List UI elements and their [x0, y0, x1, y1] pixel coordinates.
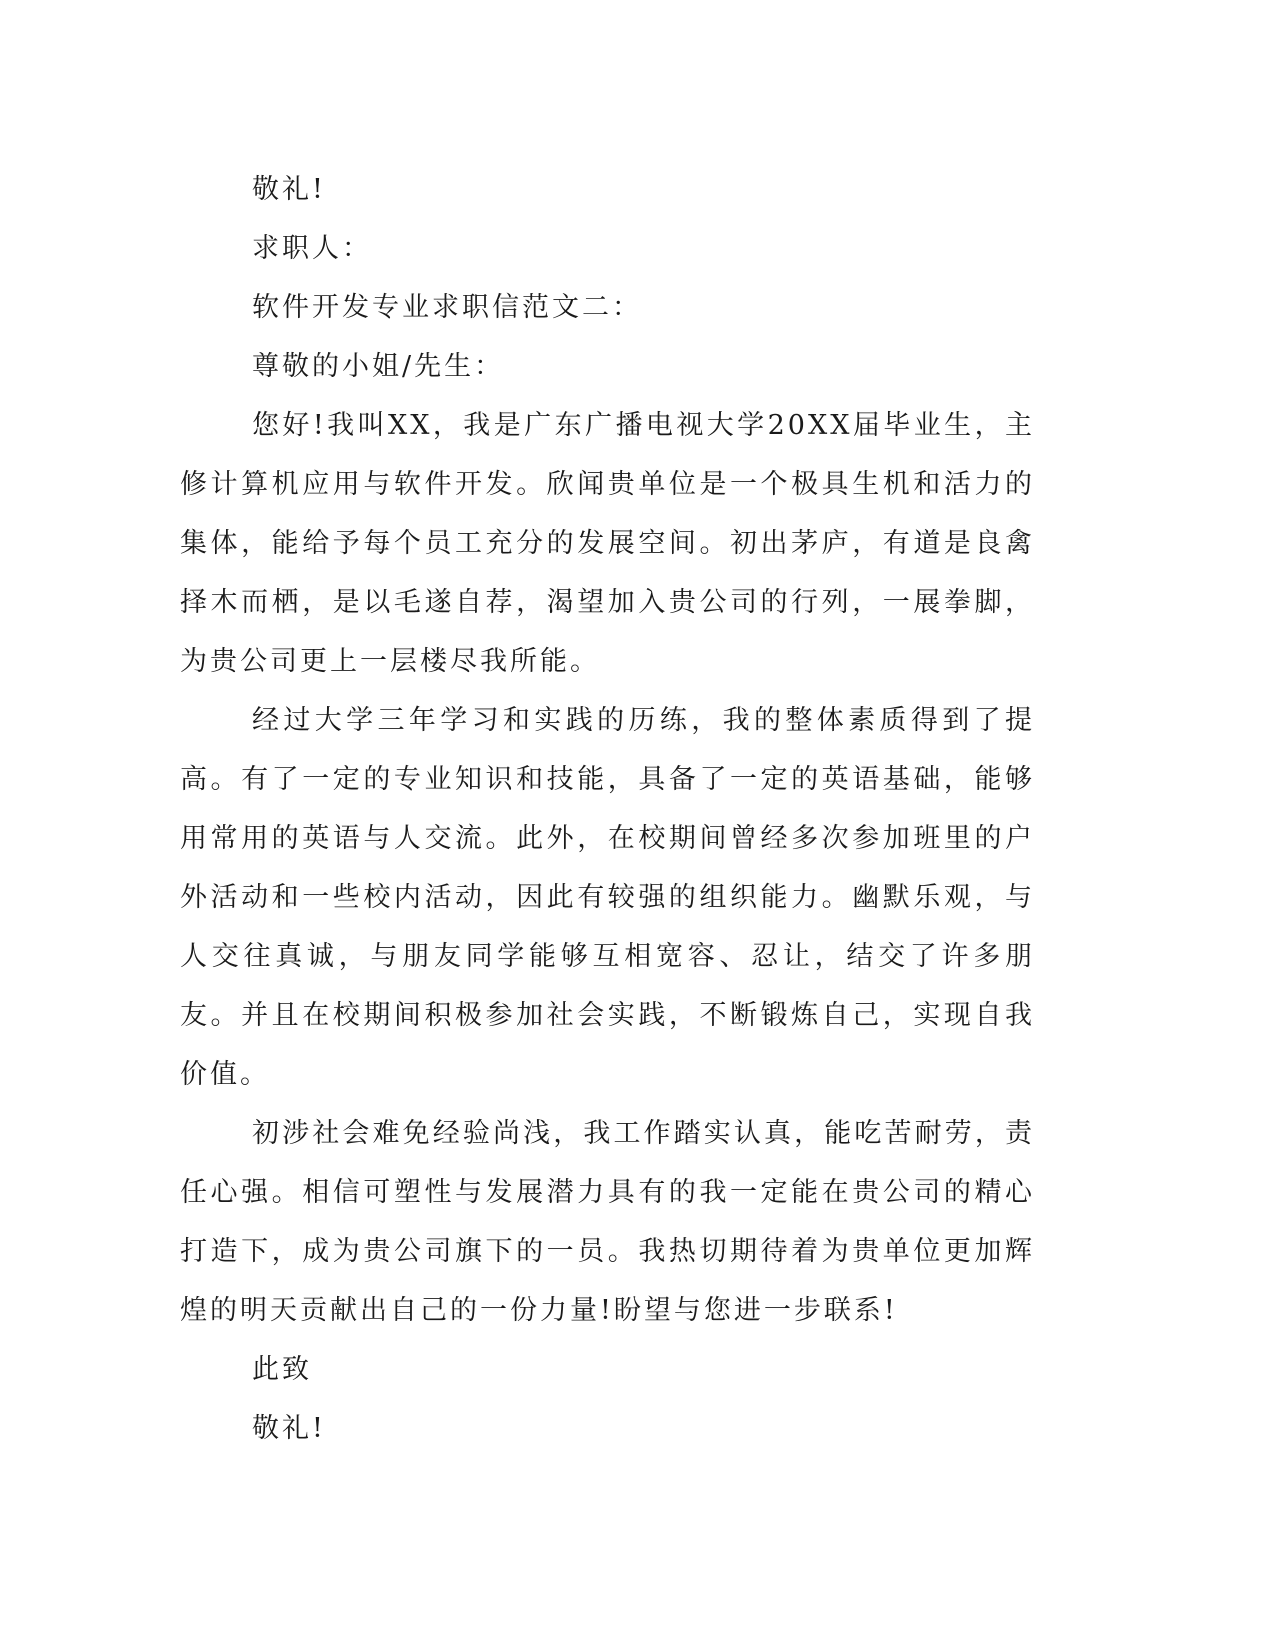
closing-respect-line: 敬礼! — [252, 174, 326, 205]
closing-respect: 敬礼! — [252, 1413, 326, 1444]
letter-body — [180, 160, 1035, 1458]
paragraph-introduction: 您好!我叫XX，我是广东广播电视大学20XX届毕业生，主修计算机应用与软件开发。欣闻贵单位是一个极具生机和活力的集体，能给予每个员工充分的发展空间。初出茅庐，有道是良禽择木而栖，是以毛遂自荐，渴望加入贵公司的行列，一展拳脚，为贵公司更上一层楼尽我所能。 — [180, 410, 1035, 677]
applicant-label: 求职人： — [252, 233, 372, 264]
sample-title: 软件开发专业求职信范文二： — [252, 292, 642, 323]
paragraph-qualifications: 经过大学三年学习和实践的历练，我的整体素质得到了提高。有了一定的专业知识和技能，具备了一定的英语基础，能够用常用的英语与人交流。此外，在校期间曾经多次参加班里的户外活动和一些校内活动，因此有较强的组织能力。幽默乐观，与人交往真诚，与朋友同学能够互相宽容、忍让，结交了许多朋友。并且在校期间积极参加社会实践，不断锻炼自己，实现自我价值。 — [180, 705, 1035, 1090]
closing-regards: 此致 — [252, 1354, 312, 1385]
paragraph-commitment: 初涉社会难免经验尚浅，我工作踏实认真，能吃苦耐劳，责任心强。相信可塑性与发展潜力具有的我一定能在贵公司的精心打造下，成为贵公司旗下的一员。我热切期待着为贵单位更加辉煌的明天贡献出自己的一份力量!盼望与您进一步联系! — [180, 1118, 1035, 1326]
salutation: 尊敬的小姐/先生： — [252, 351, 505, 382]
